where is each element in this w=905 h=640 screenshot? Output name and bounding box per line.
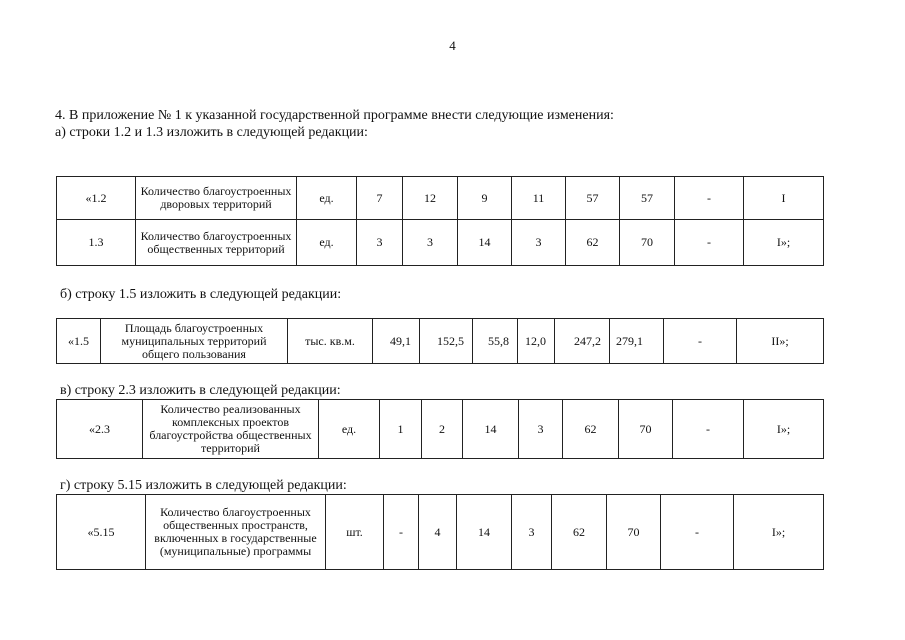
- table-row: [57, 220, 824, 266]
- value-cell: 3: [512, 495, 552, 570]
- section-b-heading: б) строку 1.5 изложить в следующей редакции:: [60, 287, 342, 302]
- table-row: [57, 400, 824, 459]
- value-cell: 62: [566, 220, 620, 266]
- unit: шт.: [326, 495, 384, 570]
- value-cell: 70: [620, 220, 675, 266]
- table-row-2-3: [56, 399, 824, 459]
- section-d-heading: г) строку 5.15 изложить в следующей редакции:: [60, 478, 347, 493]
- value-cell: 14: [458, 220, 512, 266]
- unit: ед.: [297, 177, 357, 220]
- unit: тыс. кв.м.: [288, 319, 373, 364]
- value-cell: -: [661, 495, 734, 570]
- row-number: «2.3: [57, 400, 143, 459]
- value-cell: 2: [422, 400, 463, 459]
- value-cell: 70: [607, 495, 661, 570]
- value-cell: 57: [566, 177, 620, 220]
- value-cell: 12,0: [518, 319, 555, 364]
- value-cell: 1: [380, 400, 422, 459]
- category-cell: I»;: [744, 400, 824, 459]
- table-row: [57, 495, 824, 570]
- value-cell: 3: [357, 220, 403, 266]
- value-cell: 279,1: [610, 319, 664, 364]
- row-number: 1.3: [57, 220, 136, 266]
- value-cell: 4: [419, 495, 457, 570]
- unit: ед.: [319, 400, 380, 459]
- value-cell: 247,2: [555, 319, 610, 364]
- row-number: «1.5: [57, 319, 101, 364]
- intro-line-2: а) строки 1.2 и 1.3 изложить в следующей редакции:: [55, 125, 368, 140]
- category-cell: I»;: [744, 220, 824, 266]
- row-number: «1.2: [57, 177, 136, 220]
- value-cell: 11: [512, 177, 566, 220]
- value-cell: 49,1: [373, 319, 420, 364]
- value-cell: 57: [620, 177, 675, 220]
- category-cell: I: [744, 177, 824, 220]
- indicator-name: Количество реализованных комплексных проектов благоустройства общественных территорий: [143, 400, 319, 459]
- value-cell: 12: [403, 177, 458, 220]
- value-cell: 3: [519, 400, 563, 459]
- unit: ед.: [297, 220, 357, 266]
- indicator-name: Количество благоустроенных дворовых территорий: [136, 177, 297, 220]
- category-cell: I»;: [734, 495, 824, 570]
- table-row: [57, 319, 824, 364]
- page-number: 4: [449, 38, 456, 53]
- value-cell: 9: [458, 177, 512, 220]
- value-cell: 62: [563, 400, 619, 459]
- category-cell: II»;: [737, 319, 824, 364]
- section-c-heading: в) строку 2.3 изложить в следующей редакции:: [60, 383, 341, 398]
- intro-line-1: 4. В приложение № 1 к указанной государственной программе внести следующие изменения:: [55, 108, 614, 123]
- indicator-name: Количество благоустроенных общественных территорий: [136, 220, 297, 266]
- value-cell: -: [664, 319, 737, 364]
- table-row: [57, 177, 824, 220]
- value-cell: 152,5: [420, 319, 473, 364]
- value-cell: 7: [357, 177, 403, 220]
- row-number: «5.15: [57, 495, 146, 570]
- value-cell: -: [384, 495, 419, 570]
- value-cell: -: [673, 400, 744, 459]
- value-cell: 62: [552, 495, 607, 570]
- value-cell: 14: [457, 495, 512, 570]
- value-cell: 14: [463, 400, 519, 459]
- value-cell: -: [675, 177, 744, 220]
- value-cell: -: [675, 220, 744, 266]
- value-cell: 55,8: [473, 319, 518, 364]
- indicator-name: Площадь благоустроенных муниципальных территорий общего пользования: [101, 319, 288, 364]
- table-rows-1-2-1-3: [56, 176, 824, 266]
- indicator-name: Количество благоустроенных общественных пространств, включенных в государственные (муниципальные) программы: [146, 495, 326, 570]
- table-row-1-5: [56, 318, 824, 364]
- value-cell: 70: [619, 400, 673, 459]
- value-cell: 3: [403, 220, 458, 266]
- value-cell: 3: [512, 220, 566, 266]
- table-row-5-15: [56, 494, 824, 570]
